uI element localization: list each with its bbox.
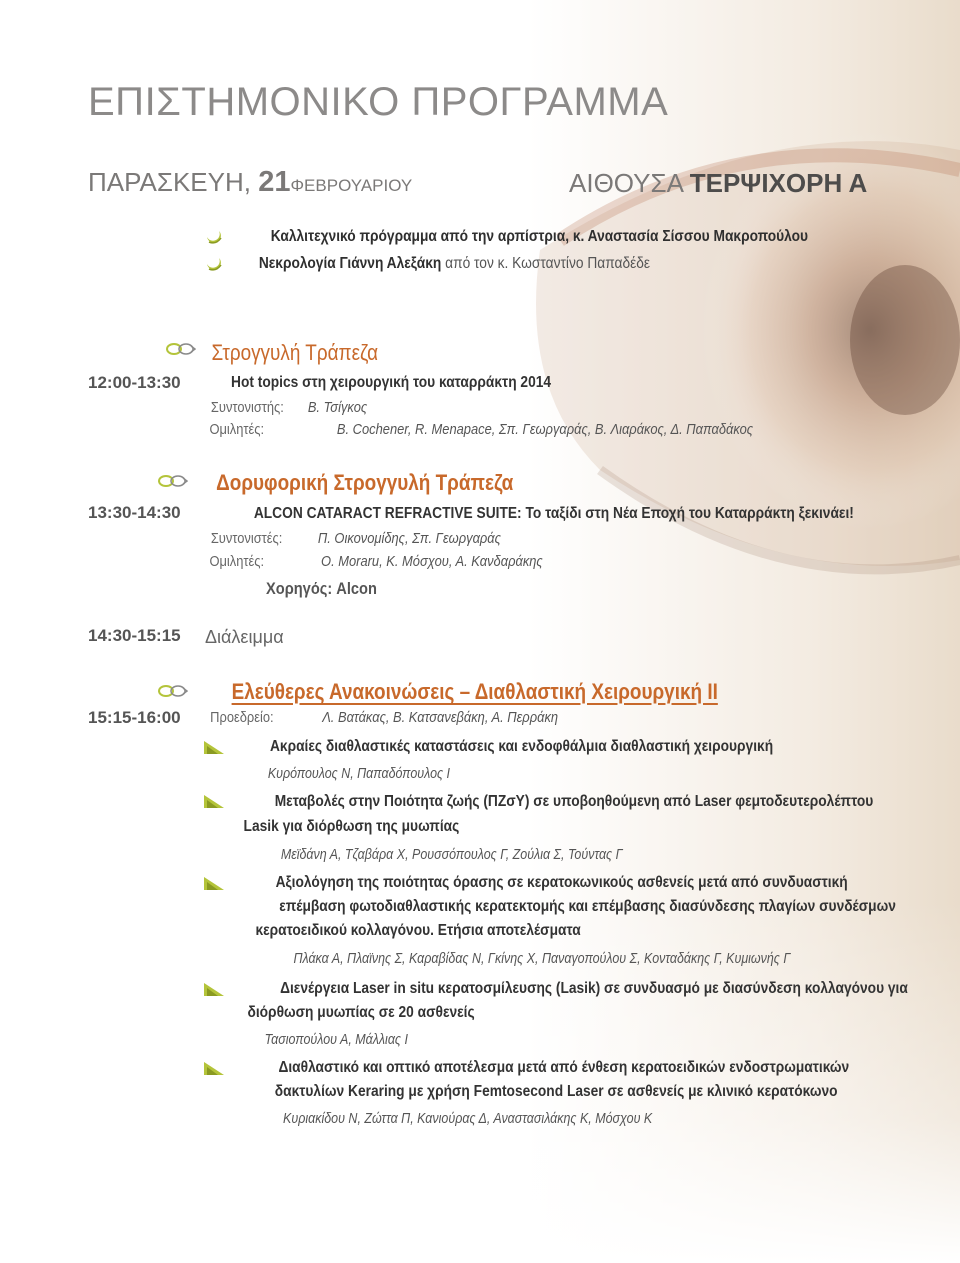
day-name: ΠΑΡΑΣΚΕΥΗ, [88, 167, 251, 197]
day-number: 21 [258, 166, 291, 198]
paper-authors: Τασιοπούλου Α, Μάλλιας Ι [264, 1032, 408, 1048]
triangle-bullet-icon [203, 981, 225, 997]
coordinator-names: Π. Οικονομίδης, Σπ. Γεωργαράς [317, 530, 501, 547]
speakers-names: O. Moraru, Κ. Μόσχου, Α. Κανδαράκης [321, 553, 543, 570]
paper-title: Διαθλαστικό και οπτικό αποτέλεσμα μετά από ένθεση κερατοειδικών ενδοστρωματικών [278, 1059, 850, 1076]
intro-bold-text: Καλλιτεχνικό πρόγραμμα από την αρπίστρια, κ. Αναστασία Σίσσου Μακροπούλου [270, 228, 809, 245]
day-heading [88, 166, 412, 199]
intro-light-text: από τον κ. Κωσταντίνο Παπαδέδε [441, 255, 651, 272]
session-heading: Δορυφορική Στρογγυλή Τράπεζα [216, 470, 514, 495]
paper-title: δακτυλίων Keraring με χρήση Femtosecond Laser σε ασθενείς με κλινικό κερατόκωνο [274, 1083, 838, 1100]
triangle-bullet-icon [203, 1060, 225, 1076]
coordinator-label: Συντονιστές: [210, 530, 283, 547]
paper-authors: Κυρόπουλος Ν, Παπαδόπουλος Ι [267, 766, 451, 782]
page-title: ΕΠΙΣΤΗΜΟΝΙΚΟ ΠΡΟΓΡΑΜΜΑ [88, 80, 669, 124]
triangle-bullet-icon [203, 739, 225, 755]
arrow-eye-icon [158, 683, 188, 699]
arrow-eye-icon [166, 341, 196, 357]
room-name: ΤΕΡΨΙΧΟΡΗ Α [689, 168, 868, 198]
session-heading: Ελεύθερες Ανακοινώσεις – Διαθλαστική Χειρουργική ΙΙ [231, 679, 718, 704]
chairs-names: Λ. Βατάκας, Β. Κατσανεβάκη, Α. Περράκη [322, 709, 559, 726]
break-time: 14:30-15:15 [88, 626, 181, 645]
speakers-label: Ομιλητές: [209, 553, 265, 570]
session-heading: Στρογγυλή Τράπεζα [211, 340, 379, 365]
arrow-eye-icon [158, 473, 188, 489]
paper-title: επέμβαση φωτοδιαθλαστικής κερατεκτομής και επέμβασης διασύνδεσης πλαγίων συνδέσμων [279, 898, 896, 915]
paper-authors: Κυριακίδου Ν, Ζώττα Π, Κανιούρας Δ, Αναστασιλάκης Κ, Μόσχου Κ [283, 1111, 653, 1127]
session-topic: ALCON CATARACT REFRACTIVE SUITE: Το ταξίδι στη Νέα Εποχή του Καταρράκτη ξεκινάει! [253, 505, 854, 522]
paper-title: Μεταβολές στην Ποιότητα ζωής (ΠΖσΥ) σε υποβοηθούμενη από Laser φεμτοδευτερολέπτου [274, 793, 874, 810]
triangle-bullet-icon [203, 793, 225, 809]
paper-title: Αξιολόγηση της ποιότητας όρασης σε κερατοκωνικούς ασθενείς μετά από συνδυαστική [275, 874, 848, 891]
paper-title: διόρθωση μυωπίας σε 20 ασθενείς [247, 1004, 475, 1021]
session-time: 12:00-13:30 [88, 373, 181, 392]
day-month: ΦΕΒΡΟΥΑΡΙΟΥ [290, 176, 413, 195]
paper-title: κερατοειδικού κολλαγόνου. Ετήσια αποτελέσματα [255, 922, 581, 939]
sponsor: Χορηγός: Alcon [266, 579, 377, 598]
paper-authors: Μεϊδάνη Α, Τζαβάρα Χ, Ρουσσόπουλος Γ, Ζούλια Σ, Τούντας Γ [280, 847, 623, 863]
intro-item [259, 255, 650, 273]
session-topic: Hot topics στη χειρουργική του καταρράκτη 2014 [231, 374, 552, 391]
moon-bullet-icon [204, 255, 224, 273]
paper-title: Lasik για διόρθωση της μυωπίας [243, 818, 460, 835]
room-heading [569, 168, 867, 199]
paper-title: Διενέργεια Laser in situ κερατοσμίλευσης (Lasik) σε συνδυασμό με διασύνδεση κολλαγόνου για [280, 980, 908, 997]
coordinator-label: Συντονιστής: [210, 399, 284, 416]
room-prefix: ΑΙΘΟΥΣΑ [569, 168, 683, 198]
coordinator-names: Β. Τσίγκος [307, 399, 368, 416]
paper-title: Ακραίες διαθλαστικές καταστάσεις και ενδοφθάλμια διαθλαστική χειρουργική [269, 738, 774, 755]
intro-bold-text: Νεκρολογία Γιάννη Αλεξάκη [258, 255, 442, 272]
session-time: 13:30-14:30 [88, 503, 181, 522]
moon-bullet-icon [204, 228, 224, 246]
chairs-label: Προεδρείο: [210, 709, 274, 726]
break-label: Διάλειμμα [205, 627, 284, 647]
intro-item [271, 228, 808, 246]
session-time: 15:15-16:00 [88, 708, 181, 727]
paper-authors: Πλάκα Α, Πλαϊνης Σ, Καραβίδας Ν, Γκίνης Χ, Παναγοπούλου Σ, Κονταδάκης Γ, Κυμιωνής Γ [293, 951, 791, 967]
speakers-label: Ομιλητές: [209, 421, 265, 438]
speakers-names: Β. Cochener, R. Menapace, Σπ. Γεωργαράς, Β. Λιαράκος, Δ. Παπαδάκος [336, 421, 754, 438]
triangle-bullet-icon [203, 875, 225, 891]
